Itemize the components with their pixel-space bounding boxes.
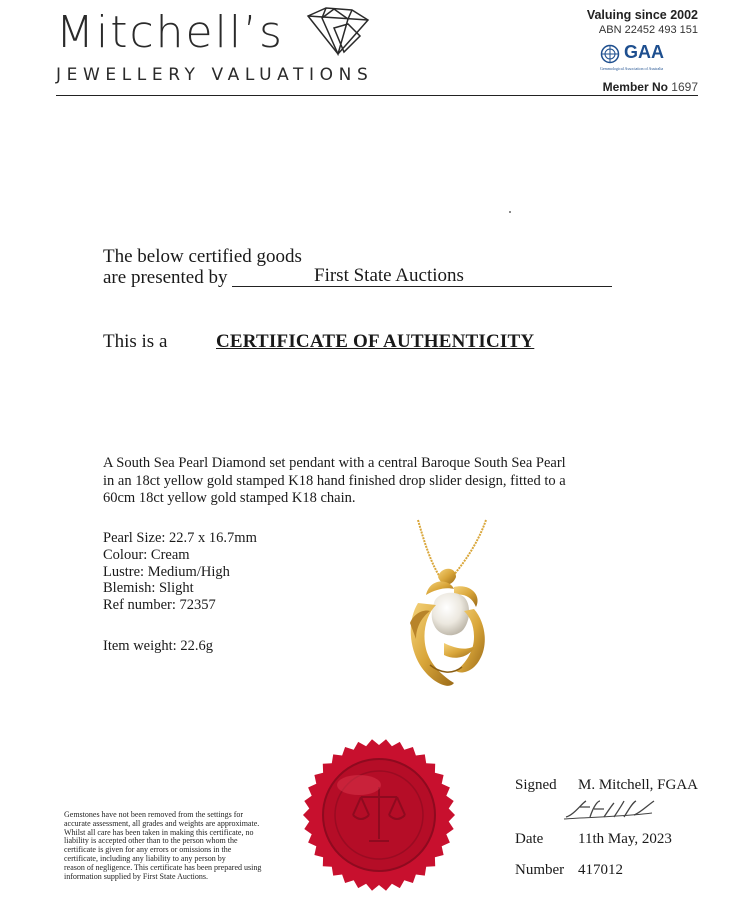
pearl-pendant-image xyxy=(390,515,500,695)
certificate-title: CERTIFICATE OF AUTHENTICITY xyxy=(216,331,535,352)
disclaimer-line: certificate is given for any errors or omissions in the xyxy=(64,845,232,855)
date-label: Date xyxy=(515,831,544,847)
item-specs xyxy=(103,530,257,614)
speck xyxy=(509,211,511,213)
member-value: 1697 xyxy=(671,80,698,94)
header-divider xyxy=(56,95,698,96)
description-line: 60cm 18ct yellow gold stamped K18 chain. xyxy=(103,490,356,506)
globe-icon xyxy=(600,44,620,64)
brand-subtitle: JEWELLERY VALUATIONS xyxy=(56,65,374,85)
ref-number: Ref number: 72357 xyxy=(103,597,216,614)
presenter-name: First State Auctions xyxy=(314,265,464,286)
gaa-logo xyxy=(600,42,700,74)
seal-highlight xyxy=(337,775,381,795)
item-description xyxy=(103,455,583,508)
presentation-line-1: The below certified goods xyxy=(103,246,302,267)
red-wax-seal xyxy=(299,735,459,895)
number-label: Number xyxy=(515,862,565,878)
handwritten-signature xyxy=(560,797,660,823)
description-line: in an 18ct yellow gold stamped K18 hand finished drop slider design, fitted to a xyxy=(103,472,566,489)
diamond-logo-icon xyxy=(298,6,378,56)
pearl-size: Pearl Size: 22.7 x 16.7mm xyxy=(103,530,257,546)
disclaimer-line: reason of negligence. This certificate has been prepared using xyxy=(64,862,262,872)
disclaimer-line: accurate assessment, all grades and weights are approximate. xyxy=(64,818,260,828)
disclaimer-text xyxy=(64,811,290,881)
signed-value: M. Mitchell, FGAA xyxy=(578,777,698,793)
abn-number: ABN 22452 493 151 xyxy=(598,24,698,36)
signed-label: Signed xyxy=(515,777,557,793)
gaa-full-name: Gemmological Association of Australia xyxy=(600,66,664,71)
presenter-underline xyxy=(232,286,612,287)
gaa-text: GAA xyxy=(624,42,664,62)
description-line: A South Sea Pearl Diamond set pendant with a central Baroque South Sea Pearl xyxy=(103,455,566,471)
certificate-number: 417012 xyxy=(578,862,623,878)
item-weight: Item weight: 22.6g xyxy=(103,638,213,654)
disclaimer-line: liability is accepted other than to the person whom the xyxy=(64,836,238,846)
valuing-since: Valuing since 2002 xyxy=(586,8,698,22)
lustre: Lustre: Medium/High xyxy=(103,563,230,580)
member-label: Member No xyxy=(602,80,668,94)
member-number xyxy=(603,80,698,94)
blemish: Blemish: Slight xyxy=(103,580,194,597)
colour: Colour: Cream xyxy=(103,546,190,563)
certificate-intro: This is a xyxy=(103,331,168,352)
disclaimer-line: certificate, including any liability to any person by xyxy=(64,853,226,863)
disclaimer-line: Whilst all care has been taken in making this certificate, no xyxy=(64,827,254,837)
disclaimer-line: information supplied by First State Auctions. xyxy=(64,871,208,881)
date-value: 11th May, 2023 xyxy=(578,831,672,847)
brand-name: Mitchell’s xyxy=(56,7,284,58)
presentation-line-2: are presented by xyxy=(103,267,228,288)
disclaimer-line: Gemstones have not been removed from the settings for xyxy=(64,810,244,819)
